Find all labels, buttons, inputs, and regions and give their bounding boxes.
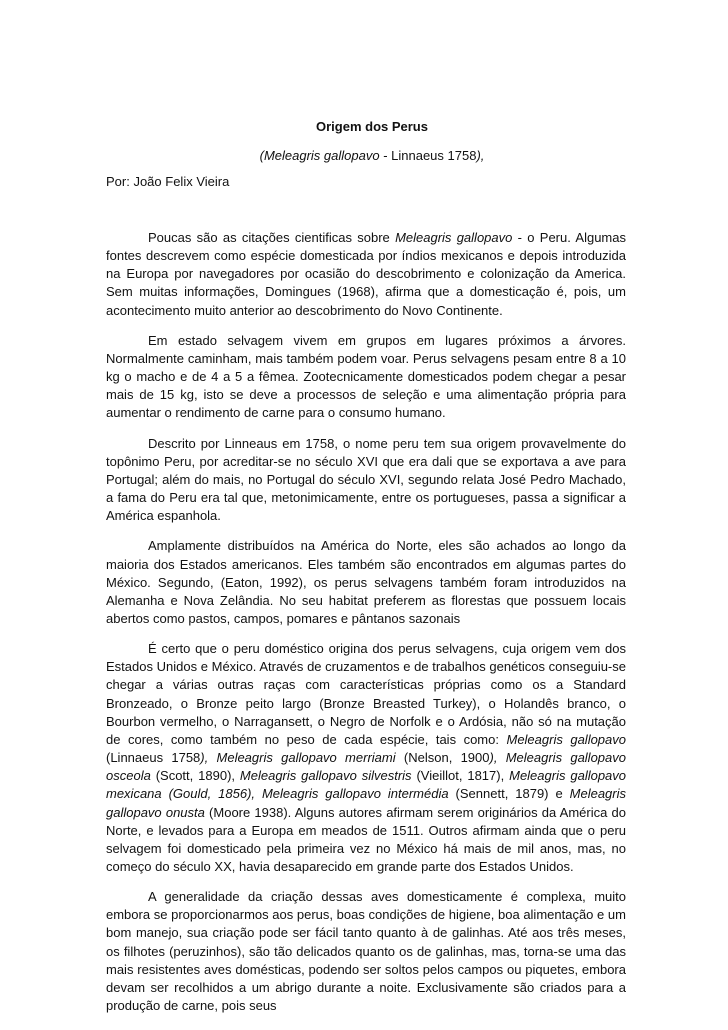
p5-text-3: (Linnaeus 1758 (106, 750, 201, 766)
p1-species: Meleagris gallopavo (395, 230, 513, 245)
paragraph-2: Em estado selvagem vivem em grupos em lugares próximos a árvores. Normalmente caminham, mais também podem voar. Perus selvagens pesam entre 8 a 10 kg o macho e de 4 a 5 a fêmea. Zootecnicamente domesticados podem chegar a pesar mais de 15 kg, isto se deve a processos de seleção e uma alimentação própria para aumentar o rendimento de carne para o consumo humano. (106, 332, 626, 421)
p5-text-13: (Moore 1938). Alguns autores afirmam serem originários da América do Norte, e levados para a Europa em meados de 1511. Outros afirmam ainda que o peru selvagem foi domesticado pela primeira vez no México há mais de mil anos, mas, no começo do século XX, havia desaparecido em grande parte dos Estados Unidos. (106, 804, 626, 874)
p5-text-5: (Nelson, 1900 (395, 750, 490, 766)
author-byline: Por: João Felix Vieira (106, 174, 230, 189)
p5-text-11: (Sennett, 1879) e (448, 786, 570, 802)
p5-text-7: (Scott, 1890), (150, 768, 240, 784)
p5-species-3: ), Meleagris gallopavo osceola (106, 750, 626, 784)
subtitle-authority: - Linnaeus 1758 (379, 148, 477, 163)
page-title: Origem dos Perus (316, 119, 428, 134)
p5-species-1: Meleagris gallopavo (506, 731, 626, 747)
p1-text-a: Poucas são as citações cientificas sobre (148, 230, 396, 245)
page-subtitle (106, 147, 626, 165)
p5-text-1: É certo que o peru doméstico origina dos perus selvagens, cuja origem vem dos Estados Unidos e México. Através de cruzamentos e de trabalhos genéticos conseguiu-se chegar a várias outras raças com características próprias como os a Standard Bronzeado, o Bronze peito largo (Bronze Breasted Turkey), o Holandês branco, o Bourbon vermelho, o Narragansett, o Negro de Norfolk e o Ardósia, não só na mutação de cores, como também no peso de cada espécie, tais como: (106, 641, 626, 747)
subtitle-species: Meleagris gallopavo (263, 148, 380, 163)
paragraph-1 (106, 229, 626, 320)
subtitle-close: ), (476, 148, 485, 163)
document-body (106, 229, 626, 1027)
p5-species-4: Meleagris gallopavo silvestris (239, 768, 412, 784)
paragraph-6: A generalidade da criação dessas aves domesticamente é complexa, muito embora se proporcionarmos aos perus, boas condições de higiene, boa alimentação e um bom manejo, sua criação pode ser fácil tanto quanto à de galinhas. Até aos três meses, os filhotes (peruzinhos), são tão delicados quanto os de galinhas, mas, torna-se uma das mais resistentes aves domésticas, podendo ser soltos pelos campos ou piquetes, embora devam ser recolhidos a um abrigo durante a noite. Exclusivamente são criados para a produção de carne, pois seus (106, 889, 626, 1014)
p1-text-c: - o Peru. Algumas fontes descrevem como espécie domesticada por índios mexicanos e depois introduzida na Europa por navegadores por ocasião do descobrimento e colonização da America. Sem muitas informações, Domingues (1968), afirma que a domesticação é, pois, um acontecimento muito anterior ao descobrimento do Novo Continente. (106, 230, 626, 318)
p5-text-9: (Vieillot, 1817), (411, 768, 510, 784)
p5-species-6: Meleagris gallopavo onusta (106, 786, 626, 820)
paragraph-3: Descrito por Linneaus em 1758, o nome peru tem sua origem provavelmente do topônimo Peru, por acreditar-se no século XVI que era dali que se exportava a ave para Portugal; além do mais, no Portugal do século XVI, segundo relata José Pedro Machado, a fama do Peru era tal que, metonimicamente, entre os portugueses, passa a significar a América espanhola. (106, 435, 626, 524)
p5-species-2: ), Meleagris gallopavo merriami (200, 750, 396, 766)
subtitle-open: ( (259, 148, 264, 163)
paragraph-5 (106, 640, 626, 876)
paragraph-4: Amplamente distribuídos na América do Norte, eles são achados ao longo da maioria dos Estados americanos. Eles também são encontrados em algumas partes do México. Segundo, (Eaton, 1992), os perus selvagens também foram introduzidos na Alemanha e Nova Zelândia. No seu habitat preferem as florestas que possuem locais abertos como pastos, campos, pomares e pântanos sazonais (106, 538, 626, 626)
p5-species-5: Meleagris gallopavo mexicana (Gould, 1856), Meleagris gallopavo intermédia (106, 768, 627, 802)
